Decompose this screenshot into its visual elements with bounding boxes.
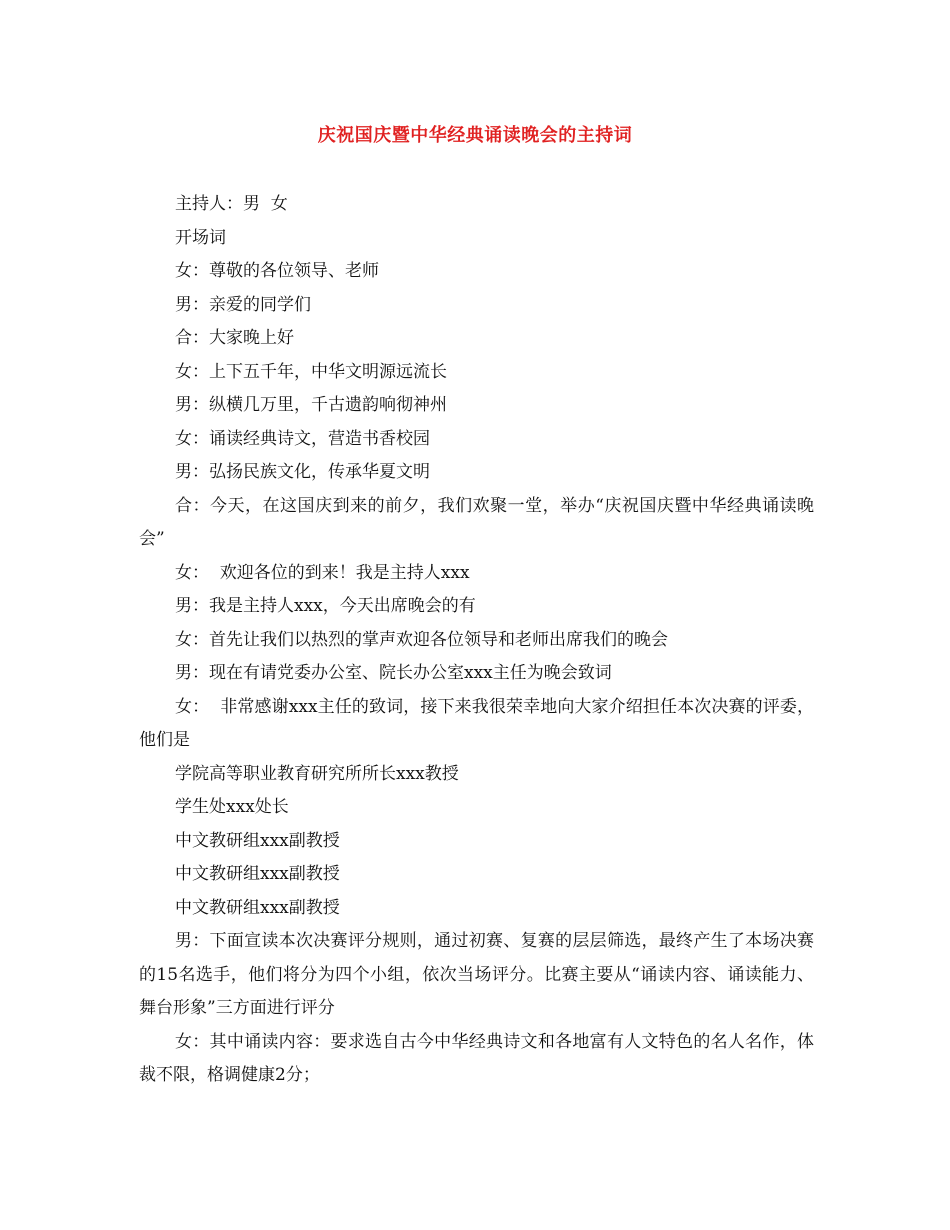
body-paragraph: 合：大家晚上好 [175, 328, 294, 348]
body-paragraph: 中文教研组xxx副教授 [175, 830, 340, 851]
body-paragraph: 男：弘扬民族文化，传承华夏文明 [175, 462, 430, 482]
body-paragraph: 女：首先让我们以热烈的掌声欢迎各位领导和老师出席我们的晚会 [175, 629, 668, 650]
document-title: 庆祝国庆暨中华经典诵读晚会的主持词 [317, 125, 633, 146]
body-paragraph: 男：纵横几万里，千古遗韵响彻神州 [175, 395, 447, 415]
body-paragraph: 女：上下五千年，中华文明源远流长 [175, 361, 447, 382]
body-paragraph: 开场词 [175, 227, 226, 248]
body-paragraph: 女：诵读经典诗文，营造书香校园 [175, 428, 430, 449]
body-paragraph: 主持人：男 女 [175, 194, 288, 214]
body-paragraph: 女： 欢迎各位的到来！我是主持人xxx [175, 562, 470, 583]
body-paragraph: 女：尊敬的各位领导、老师 [175, 261, 379, 281]
body-paragraph: 女：其中诵读内容：要求选自古今中华经典诗文和各地富有人文特色的名人名作，体裁不限，格调健康2分； [139, 1031, 814, 1085]
document-body [139, 188, 814, 1093]
body-paragraph: 学院高等职业教育研究所所长xxx教授 [175, 763, 459, 784]
body-paragraph: 男：现在有请党委办公室、院长办公室xxx主任为晚会致词 [175, 663, 612, 683]
body-paragraph: 男：下面宣读本次决赛评分规则，通过初赛、复赛的层层筛选，最终产生了本场决赛的15名选手，他们将分为四个小组，依次当场评分。比赛主要从“诵读内容、诵读能力、舞台形象”三方面进行评分 [139, 931, 814, 1018]
body-paragraph: 学生处xxx处长 [175, 797, 289, 817]
body-paragraph: 男：我是主持人xxx，今天出席晚会的有 [175, 596, 476, 616]
body-paragraph: 男：亲爱的同学们 [175, 294, 311, 315]
body-paragraph: 合：今天，在这国庆到来的前夕，我们欢聚一堂，举办“庆祝国庆暨中华经典诵读晚会” [139, 495, 814, 549]
body-paragraph: 中文教研组xxx副教授 [175, 864, 340, 884]
body-paragraph: 女： 非常感谢xxx主任的致词，接下来我很荣幸地向大家介绍担任本次决赛的评委，他们是 [139, 696, 814, 750]
body-paragraph: 中文教研组xxx副教授 [175, 897, 340, 918]
